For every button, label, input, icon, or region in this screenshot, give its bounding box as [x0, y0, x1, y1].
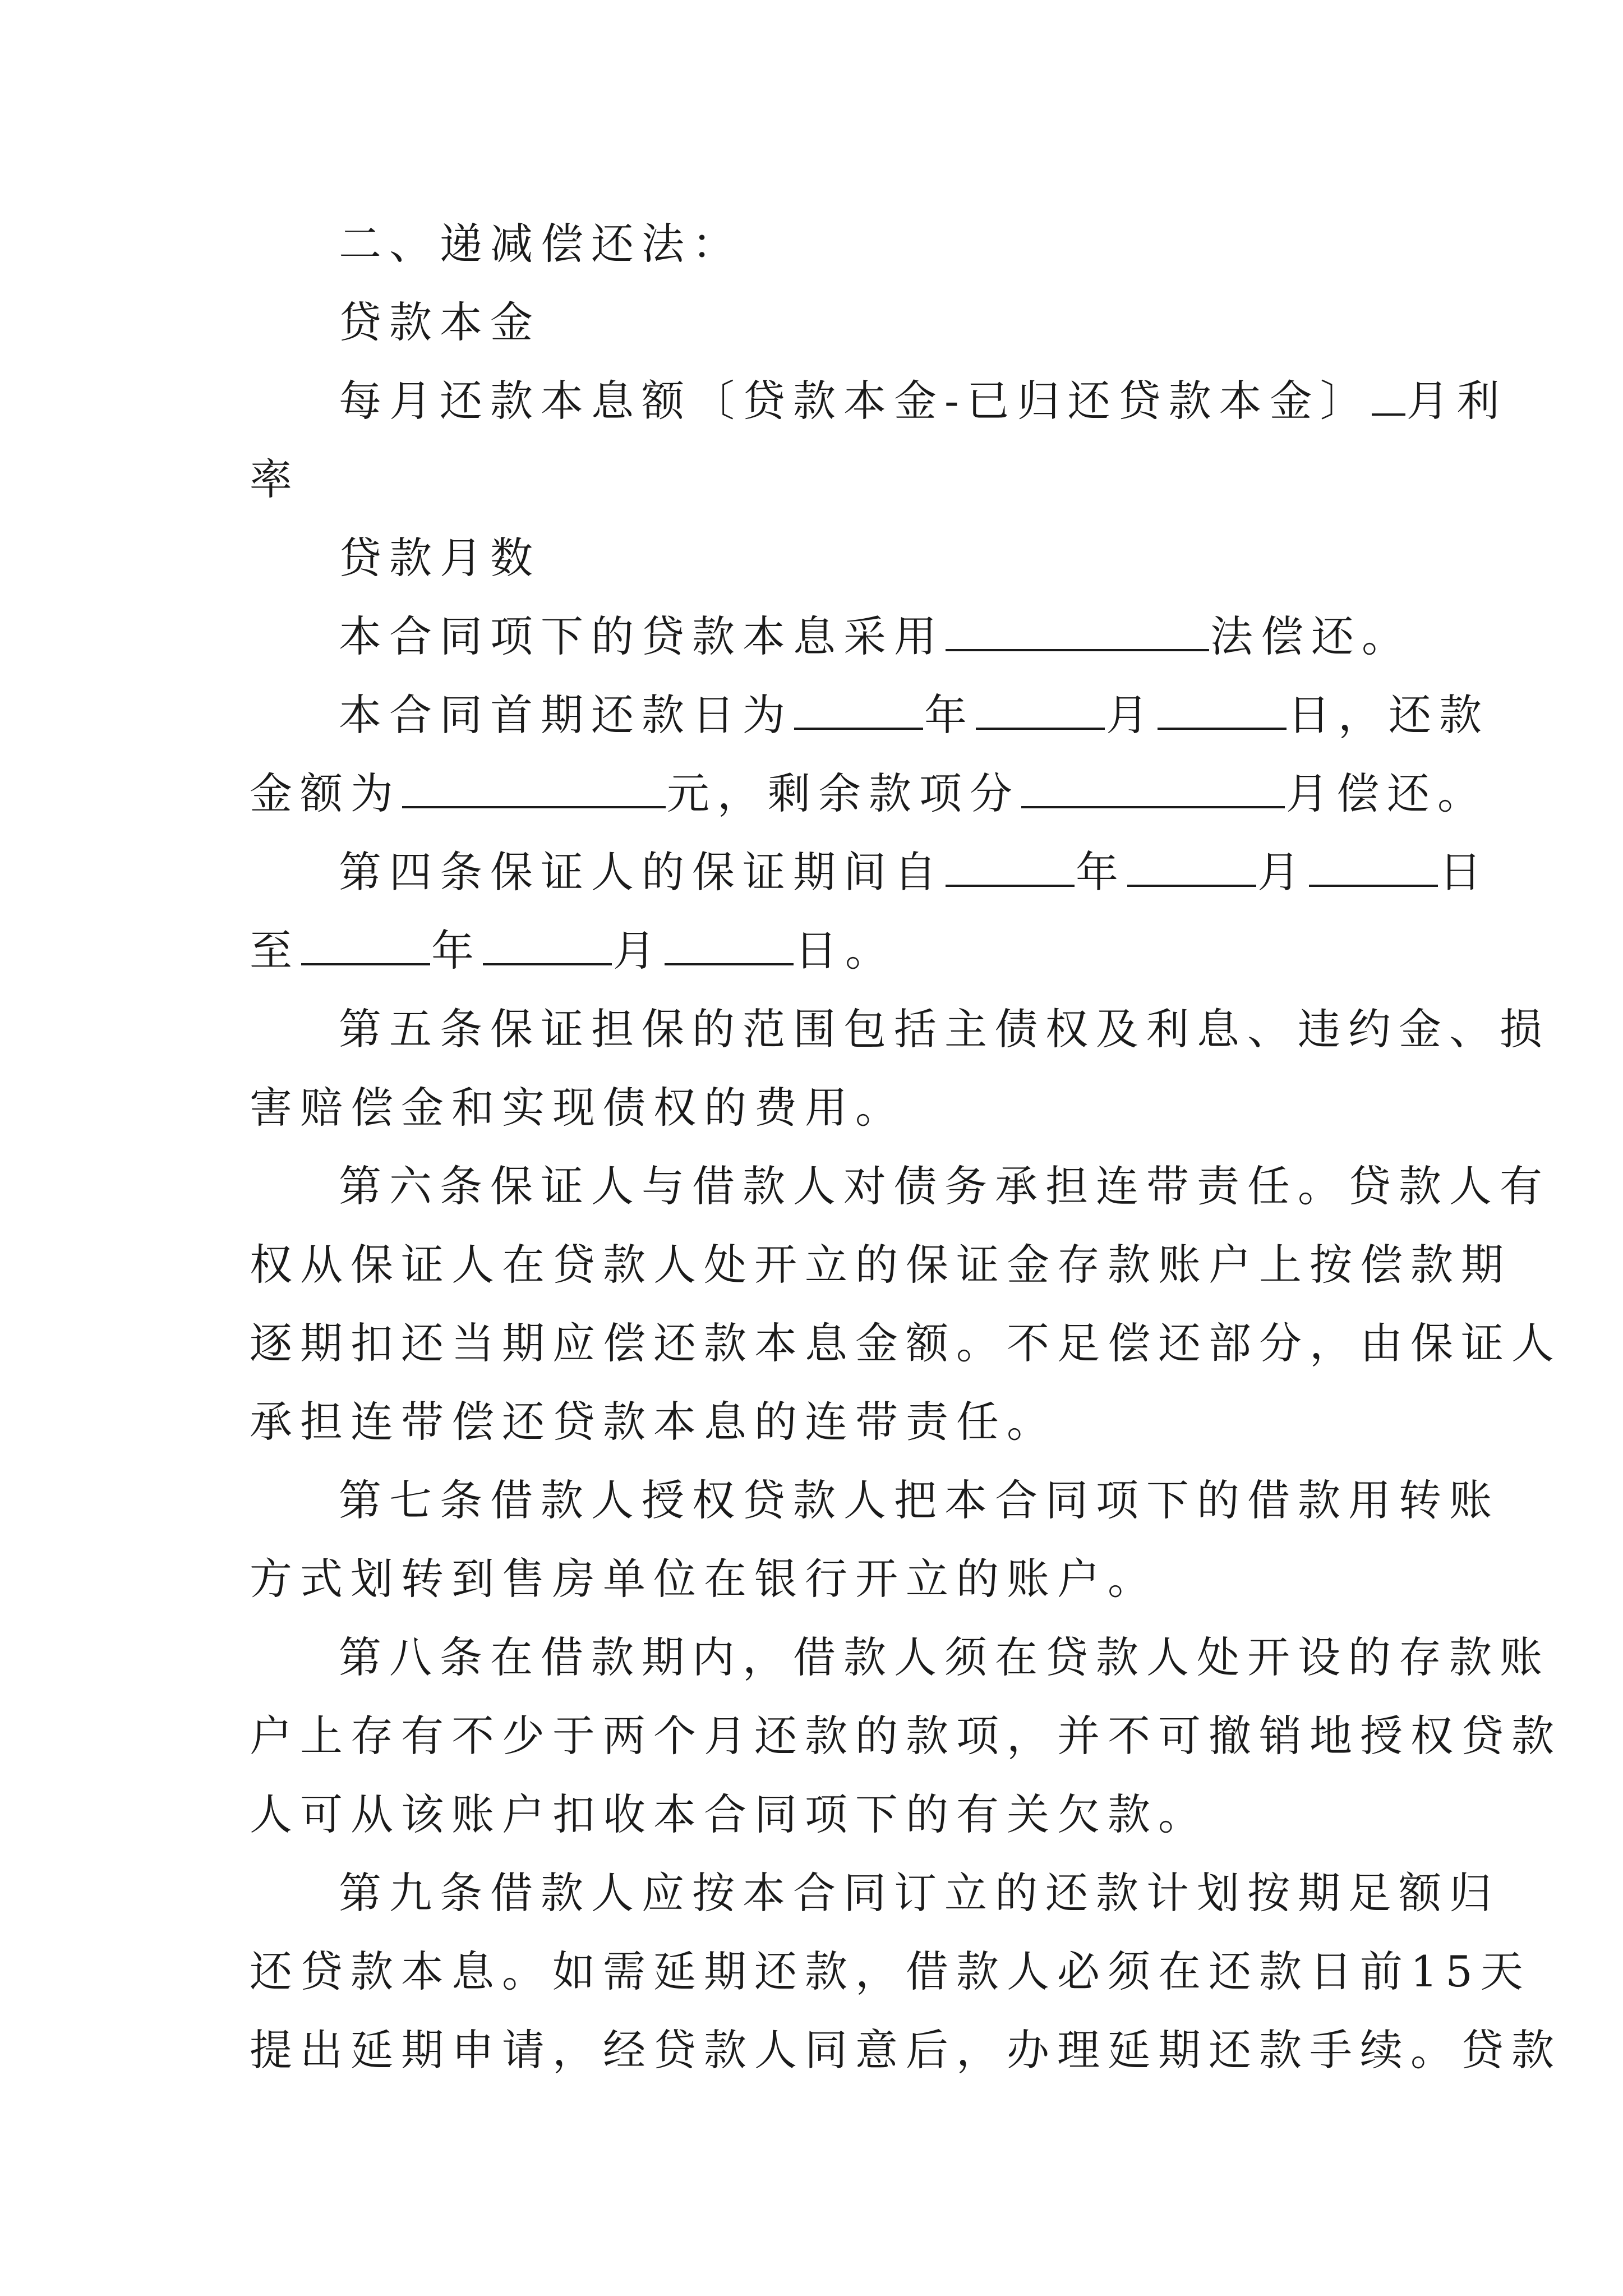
paragraph-article-9	[0, 1854, 1623, 1932]
text-segment: 第七条借款人授权贷款人把本合同项下的借款用转账	[339, 1475, 1500, 1525]
text-segment: 元，剩余款项分	[667, 769, 1020, 818]
text-segment: 第四条保证人的保证期间自	[339, 847, 944, 897]
blank-field	[1372, 378, 1405, 416]
text-segment: 每月还款本息额〔贷款本金-已归还贷款本金〕	[339, 376, 1371, 426]
text-segment: 至	[250, 926, 300, 976]
paragraph-article-6-cont	[0, 1383, 1623, 1461]
blank-field	[976, 692, 1105, 730]
paragraph-article-9-cont	[0, 1932, 1623, 2011]
text-segment: 第五条保证担保的范围包括主债权及利息、违约金、损	[339, 1004, 1550, 1054]
paragraph-first-repayment-date	[0, 676, 1623, 754]
paragraph-article-6-cont	[0, 1226, 1623, 1304]
text-segment: 年	[924, 690, 975, 740]
text-segment: 第八条在借款期内，借款人须在贷款人处开设的存款账	[339, 1632, 1550, 1682]
text-segment: 日，还款	[1288, 690, 1490, 740]
paragraph-monthly-payment-cont	[0, 440, 1623, 519]
paragraph-first-repayment-amount	[0, 754, 1623, 833]
paragraph-article-7	[0, 1461, 1623, 1540]
paragraph-repayment-method	[0, 205, 1623, 283]
paragraph-article-8-cont	[0, 1697, 1623, 1775]
text-segment: 权从保证人在贷款人处开立的保证金存款账户上按偿款期	[250, 1240, 1511, 1290]
text-segment: 率	[250, 454, 300, 504]
blank-field	[946, 849, 1075, 887]
paragraph-article-7-cont	[0, 1540, 1623, 1618]
text-segment: 月	[1106, 690, 1156, 740]
text-segment: 金额为	[250, 769, 401, 818]
text-segment: 本合同项下的贷款本息采用	[339, 611, 944, 661]
text-segment: 月	[613, 926, 663, 976]
blank-field	[301, 927, 430, 965]
paragraph-article-5	[0, 990, 1623, 1069]
text-segment: 还贷款本息。如需延期还款，借款人必须在还款日前15天	[250, 1947, 1531, 1996]
text-segment: 逐期扣还当期应偿还款本息金额。不足偿还部分，由保证人	[250, 1318, 1562, 1368]
paragraph-article-6	[0, 1147, 1623, 1226]
text-segment: 法偿还。	[1210, 611, 1412, 661]
blank-field	[665, 927, 794, 965]
text-segment: 月偿还。	[1286, 769, 1488, 818]
blank-field	[1127, 849, 1256, 887]
blank-field	[483, 927, 612, 965]
text-segment: 年	[1076, 847, 1126, 897]
text-segment: 月	[1257, 847, 1308, 897]
blank-field	[1309, 849, 1438, 887]
text-segment: 户上存有不少于两个月还款的款项，并不可撤销地授权贷款	[250, 1711, 1562, 1761]
text-segment: 本合同首期还款日为	[339, 690, 793, 740]
text-segment: 第九条借款人应按本合同订立的还款计划按期足额归	[339, 1868, 1500, 1918]
text-segment: 承担连带偿还贷款本息的连带责任。	[250, 1397, 1057, 1447]
paragraph-loan-principal	[0, 283, 1623, 362]
text-segment: 贷款本金	[339, 297, 541, 347]
paragraph-monthly-payment	[0, 362, 1623, 440]
paragraph-repayment-method-clause	[0, 597, 1623, 676]
paragraph-article-4	[0, 833, 1623, 912]
text-segment: 贷款月数	[339, 533, 541, 583]
paragraph-article-9-cont	[0, 2011, 1623, 2090]
text-segment: 日。	[795, 926, 896, 976]
blank-field	[794, 692, 923, 730]
text-segment: 月利	[1406, 376, 1507, 426]
text-segment: 方式划转到售房单位在银行开立的账户。	[250, 1554, 1158, 1604]
text-segment: 人可从该账户扣收本合同项下的有关欠款。	[250, 1789, 1209, 1839]
paragraph-article-8-cont	[0, 1775, 1623, 1854]
paragraph-article-6-cont	[0, 1304, 1623, 1383]
blank-field	[946, 613, 1209, 651]
text-segment: 第六条保证人与借款人对债务承担连带责任。贷款人有	[339, 1161, 1550, 1211]
blank-field	[1021, 770, 1285, 808]
text-segment: 日	[1439, 847, 1490, 897]
text-segment: 害赔偿金和实现债权的费用。	[250, 1083, 906, 1133]
text-segment: 年	[431, 926, 482, 976]
text-segment: 提出延期申请，经贷款人同意后，办理延期还款手续。贷款	[250, 2025, 1562, 2075]
blank-field	[402, 770, 666, 808]
paragraph-loan-months	[0, 519, 1623, 597]
paragraph-article-5-cont	[0, 1069, 1623, 1147]
paragraph-article-8	[0, 1618, 1623, 1697]
paragraph-article-4-cont	[0, 912, 1623, 990]
blank-field	[1158, 692, 1287, 730]
text-segment: 二、递减偿还法：	[339, 219, 743, 269]
